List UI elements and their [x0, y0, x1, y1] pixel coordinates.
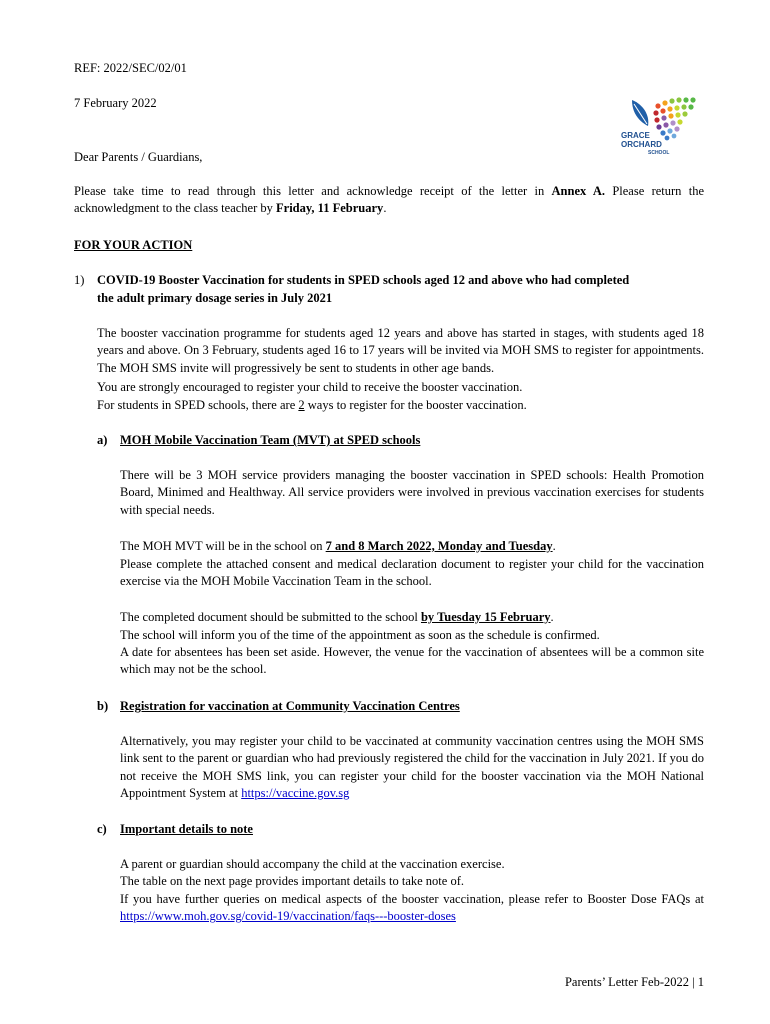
- submission-date: by Tuesday 15 February: [420, 610, 551, 624]
- mvt-date-value: 7 and 8 March 2022, Monday and Tuesday: [325, 539, 553, 553]
- sub-b-paragraph: [120, 733, 704, 803]
- section-heading-text: FOR YOUR ACTION: [74, 238, 193, 252]
- sub-c-title-text: Important details to note: [120, 822, 253, 836]
- sub-a-label: a): [97, 433, 108, 447]
- sub-c-faq-text: If you have further queries on medical aspects of the booster vaccination, please refer to Booster Dose FAQs at: [120, 892, 704, 906]
- logo-text-orchard: ORCHARD: [621, 140, 662, 149]
- salutation: Dear Parents / Guardians,: [74, 150, 203, 164]
- school-logo: [618, 92, 708, 158]
- sub-a-title: [120, 432, 420, 449]
- sub-b-label: b): [97, 699, 109, 713]
- item-title-line-1: COVID-19 Booster Vaccination for students in SPED schools aged 12 and above who had completed: [97, 273, 630, 287]
- booster-intro-paragraph: The booster vaccination programme for students aged 12 years and above has started in stages, with students aged 18 years and above. On 3 February, students aged 16 to 17 years will be invited via MOH SMS to register for appointments. The MOH SMS invite will progressively be sent to students in other age bands.: [97, 326, 704, 375]
- sub-c-faq-paragraph: [120, 891, 704, 926]
- intro-text: Please take time to read through this letter and acknowledge receipt of the letter in: [74, 184, 552, 198]
- item-title-line-2: the adult primary dosage series in July 2021: [97, 291, 333, 305]
- page-footer: Parents’ Letter Feb-2022 | 1: [564, 975, 704, 989]
- sub-c-label: c): [97, 822, 107, 836]
- logo-text-school: SCHOOL: [648, 150, 670, 156]
- sub-a-providers-paragraph: There will be 3 MOH service providers managing the booster vaccination in SPED schools: Health Promotion Board, Minimed and Healthway. All service providers were involved in previous vaccination exercises for students with special needs.: [120, 468, 704, 517]
- sub-c-table-note: The table on the next page provides important details to take note of.: [120, 874, 464, 888]
- sub-b-title: [120, 698, 460, 715]
- reference-number: REF: 2022/SEC/02/01: [74, 61, 187, 75]
- sub-a-title-text: MOH Mobile Vaccination Team (MVT) at SPED schools: [120, 433, 421, 447]
- sub-b-title-text: Registration for vaccination at Community Vaccination Centres: [120, 699, 460, 713]
- intro-text-2: Please return the acknowledgment to the class teacher by: [74, 184, 704, 216]
- sub-a-submission-deadline: [120, 609, 554, 626]
- sub-a-absentees-paragraph: A date for absentees has been set aside. However, the venue for the vaccination of absentees will be a common site which may not be the school.: [120, 645, 704, 677]
- vaccine-gov-link[interactable]: https://vaccine.gov.sg: [241, 786, 350, 801]
- mvt-date-end: .: [552, 539, 556, 553]
- intro-text-3: .: [383, 201, 387, 216]
- intro-paragraph: [74, 183, 704, 218]
- mvt-date-text: The MOH MVT will be in the school on: [120, 539, 326, 553]
- registration-ways-text: For students in SPED schools, there are: [97, 398, 299, 412]
- sub-c-accompany: A parent or guardian should accompany the child at the vaccination exercise.: [120, 857, 505, 871]
- sub-a-appointment-info: The school will inform you of the time of the appointment as soon as the schedule is confirmed.: [120, 628, 600, 642]
- sub-a-mvt-date: [120, 538, 556, 555]
- registration-ways-text-2: ways to register for the booster vaccination.: [304, 398, 527, 412]
- item-number: 1): [74, 273, 85, 287]
- section-heading: [74, 237, 192, 254]
- registration-ways: [97, 397, 527, 414]
- sub-c-title: [120, 821, 253, 838]
- booster-encouragement: You are strongly encouraged to register your child to receive the booster vaccination.: [97, 380, 523, 394]
- submission-text: The completed document should be submitted to the school: [120, 610, 421, 624]
- acknowledgment-deadline: Friday, 11 February: [276, 201, 384, 216]
- submission-end: .: [550, 610, 554, 624]
- sub-a-consent-paragraph: Please complete the attached consent and medical declaration document to register your child for the vaccination exercise via the MOH Mobile Vaccination Team in the school.: [120, 557, 704, 589]
- letter-date: 7 February 2022: [74, 96, 157, 110]
- sub-b-text: Alternatively, you may register your child to be vaccinated at community vaccination centres using the MOH SMS link sent to the parent or guardian who had previously registered the child for the vaccination in July 2021. If you do not receive the MOH SMS link, you can register your child for the booster vaccination via the MOH National Appointment System at: [120, 734, 704, 801]
- moh-faq-link[interactable]: https://www.moh.gov.sg/covid-19/vaccination/faqs---booster-doses: [120, 909, 456, 924]
- annex-reference: Annex A.: [551, 184, 606, 198]
- registration-ways-count: 2: [298, 398, 305, 412]
- logo-text-grace: GRACE: [621, 131, 650, 140]
